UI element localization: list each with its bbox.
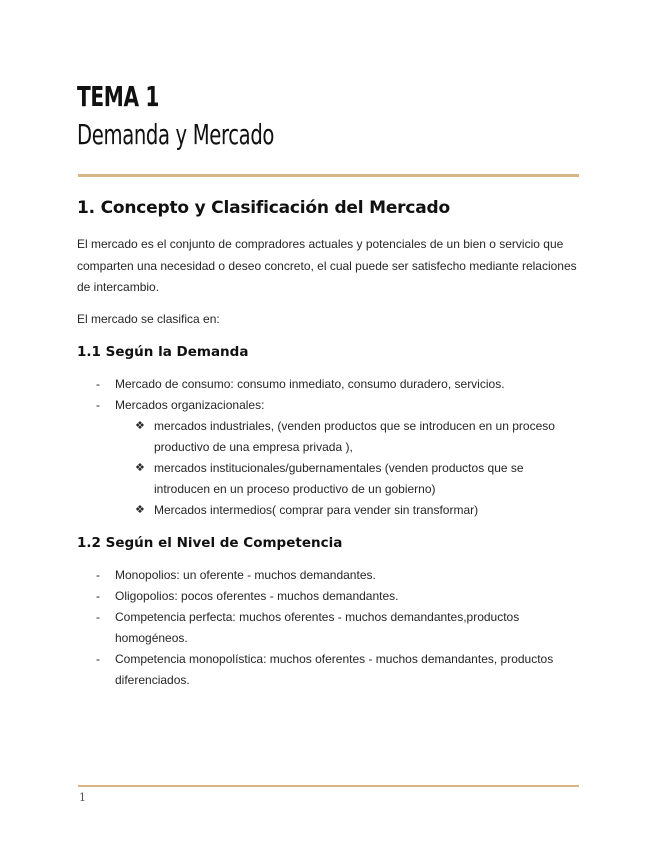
header-divider <box>78 174 579 177</box>
section-heading: 1. Concepto y Clasificación del Mercado <box>77 198 450 218</box>
document-body <box>77 196 582 691</box>
diamond-bullet-icon: ❖ <box>135 504 145 516</box>
doc-title: TEMA 1 <box>77 80 160 113</box>
intro-paragraph: El mercado es el conjunto de compradores actuales y potenciales de un bien o servicio que comparten una necesidad o deseo concreto, el cual puede ser satisfecho mediante relaciones de intercambio. <box>77 237 577 294</box>
nested-list-item <box>115 500 582 521</box>
nested-list-item <box>115 416 582 458</box>
list-item-text: Competencia perfecta: muchos oferentes - muchos demandantes,productos homogéneos. <box>115 610 520 645</box>
nested-list-item <box>115 458 582 500</box>
list-item-text: Oligopolios: pocos oferentes - muchos demandantes. <box>115 589 399 603</box>
organizational-markets-list <box>115 416 582 521</box>
list-item <box>77 565 582 586</box>
nested-list-item-text: mercados institucionales/gubernamentales (venden productos que se introducen en un proceso productivo de un gobierno) <box>154 461 524 496</box>
competition-list <box>77 565 582 691</box>
dash-bullet-icon: - <box>96 568 100 582</box>
dash-bullet-icon: - <box>96 652 100 666</box>
list-item-text: Competencia monopolística: muchos oferentes - muchos demandantes, productos diferenciados. <box>115 652 554 687</box>
diamond-bullet-icon: ❖ <box>135 462 145 474</box>
dash-bullet-icon: - <box>96 377 100 391</box>
classification-intro: El mercado se clasifica en: <box>77 311 220 326</box>
nested-list-item-text: Mercados intermedios( comprar para vender sin transformar) <box>154 503 479 517</box>
subsection-heading-demand: 1.1 Según la Demanda <box>77 344 249 360</box>
dash-bullet-icon: - <box>96 610 100 624</box>
page-number: 1 <box>79 791 86 804</box>
dash-bullet-icon: - <box>96 398 100 412</box>
footer-divider <box>78 785 579 787</box>
subsection-heading-competition: 1.2 Según el Nivel de Competencia <box>77 535 343 551</box>
demand-list <box>77 374 582 521</box>
list-item <box>77 374 582 395</box>
list-item-text: Mercados organizacionales: <box>115 398 265 412</box>
list-item-text: Monopolios: un oferente - muchos demandantes. <box>115 568 376 582</box>
list-item <box>77 649 582 691</box>
dash-bullet-icon: - <box>96 589 100 603</box>
list-item <box>77 586 582 607</box>
nested-list-item-text: mercados industriales, (venden productos que se introducen en un proceso productivo de una empresa privada ), <box>154 419 555 454</box>
list-item <box>77 395 582 521</box>
list-item <box>77 607 582 649</box>
diamond-bullet-icon: ❖ <box>135 420 145 432</box>
list-item-text: Mercado de consumo: consumo inmediato, consumo duradero, servicios. <box>115 377 505 391</box>
doc-subtitle: Demanda y Mercado <box>77 118 275 151</box>
